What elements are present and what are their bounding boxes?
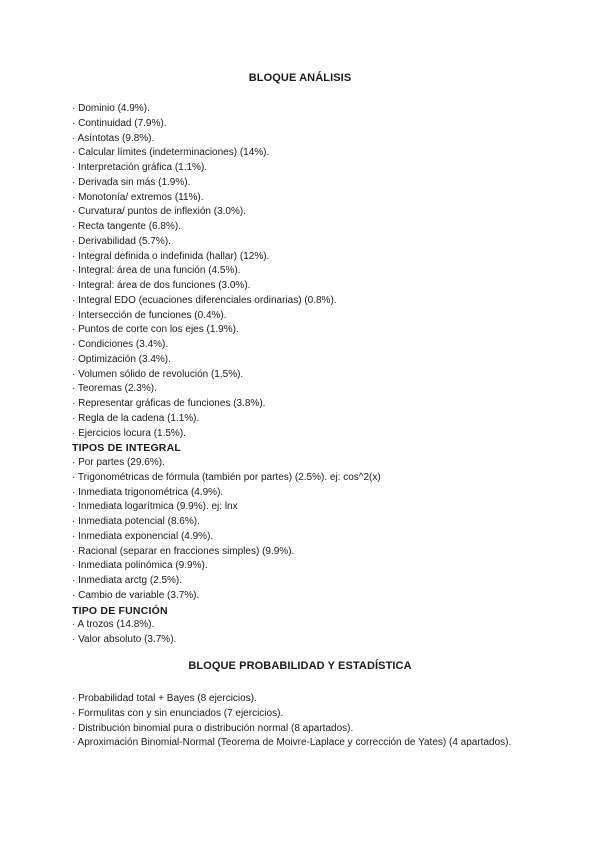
list-item: · Inmediata logarítmica (9.9%). ej: lnx <box>72 501 238 513</box>
list-item: · Continuidad (7.9%). <box>72 117 167 129</box>
list-item: · Puntos de corte con los ejes (1.9%). <box>72 324 239 336</box>
list-item: · Regla de la cadena (1.1%). <box>72 412 200 424</box>
list-item: · Inmediata arctg (2.5%). <box>72 575 183 586</box>
list-item: · Calcular límites (indeterminaciones) (14%). <box>72 147 270 159</box>
list-item: · Derivabilidad (5.7%). <box>72 235 171 247</box>
list-item: · Volumen sólido de revolución (1.5%). <box>72 368 244 380</box>
list-item: · Integral EDO (ecuaciones diferenciales ordinarias) (0.8%). <box>72 294 337 306</box>
list-item: · Formulitas con y sin enunciados (7 ejercicios). <box>72 707 284 719</box>
list-item: · Condiciones (3.4%). <box>72 339 169 350</box>
list-item: · Teoremas (2.3%). <box>72 383 157 395</box>
list-item: · Probabilidad total + Bayes (8 ejercicios). <box>72 693 257 704</box>
list-item: · Ejercicios locura (1.5%). <box>72 427 186 439</box>
list-item: · A trozos (14.8%). <box>72 619 155 631</box>
list-item: · Cambio de variable (3.7%). <box>72 589 200 601</box>
section-title-analisis: BLOQUE ANÁLISIS <box>248 72 352 84</box>
list-item: · Optimización (3.4%). <box>72 353 171 365</box>
analisis-list <box>72 102 532 648</box>
list-item: · Intersección de funciones (0.4%). <box>72 309 227 321</box>
list-item: · Aproximación Binomial-Normal (Teorema de Moivre-Laplace y corrección de Yates) (4 apartados). <box>72 737 512 749</box>
list-item: · Inmediata potencial (8.6%). <box>72 516 200 527</box>
section-title-probabilidad: BLOQUE PROBABILIDAD Y ESTADÍSTICA <box>188 660 412 672</box>
subheading-tipos-de-integral: TIPOS DE INTEGRAL <box>72 442 181 455</box>
list-item: · Asíntotas (9.8%). <box>72 132 155 144</box>
list-item: · Por partes (29.6%). <box>72 457 165 468</box>
list-item: · Integral: área de dos funciones (3.0%). <box>72 280 251 291</box>
list-item: · Inmediata polinómica (9.9%). <box>72 560 208 572</box>
list-item: · Racional (separar en fracciones simples) (9.9%). <box>72 545 295 557</box>
list-item: · Curvatura/ puntos de inflexión (3.0%). <box>72 206 246 218</box>
list-item: · Inmediata exponencial (4.9%). <box>72 530 214 542</box>
list-item: · Valor absoluto (3.7%). <box>72 634 177 645</box>
list-item: · Dominio (4.9%). <box>72 103 150 114</box>
list-item: · Distribución binomial pura o distribución normal (8 apartados). <box>72 722 354 734</box>
probabilidad-list <box>72 692 532 751</box>
list-item: · Recta tangente (6.8%). <box>72 221 181 232</box>
list-item: · Trigonométricas de fórmula (también por partes) (2.5%). ej: cos^2(x) <box>72 471 381 483</box>
list-item: · Integral: área de una función (4.5%). <box>72 265 241 277</box>
list-item: · Inmediata trigonométrica (4.9%). <box>72 486 224 498</box>
list-item: · Interpretación gráfica (1.1%). <box>72 162 208 173</box>
list-item: · Monotonía/ extremos (11%). <box>72 191 204 203</box>
list-item: · Derivada sin más (1.9%). <box>72 176 191 188</box>
list-item: · Representar gráficas de funciones (3.8%). <box>72 398 266 409</box>
subheading-tipo-de-funcion: TIPO DE FUNCIÓN <box>72 604 168 617</box>
list-item: · Integral definida o indefinida (hallar) (12%). <box>72 250 270 262</box>
